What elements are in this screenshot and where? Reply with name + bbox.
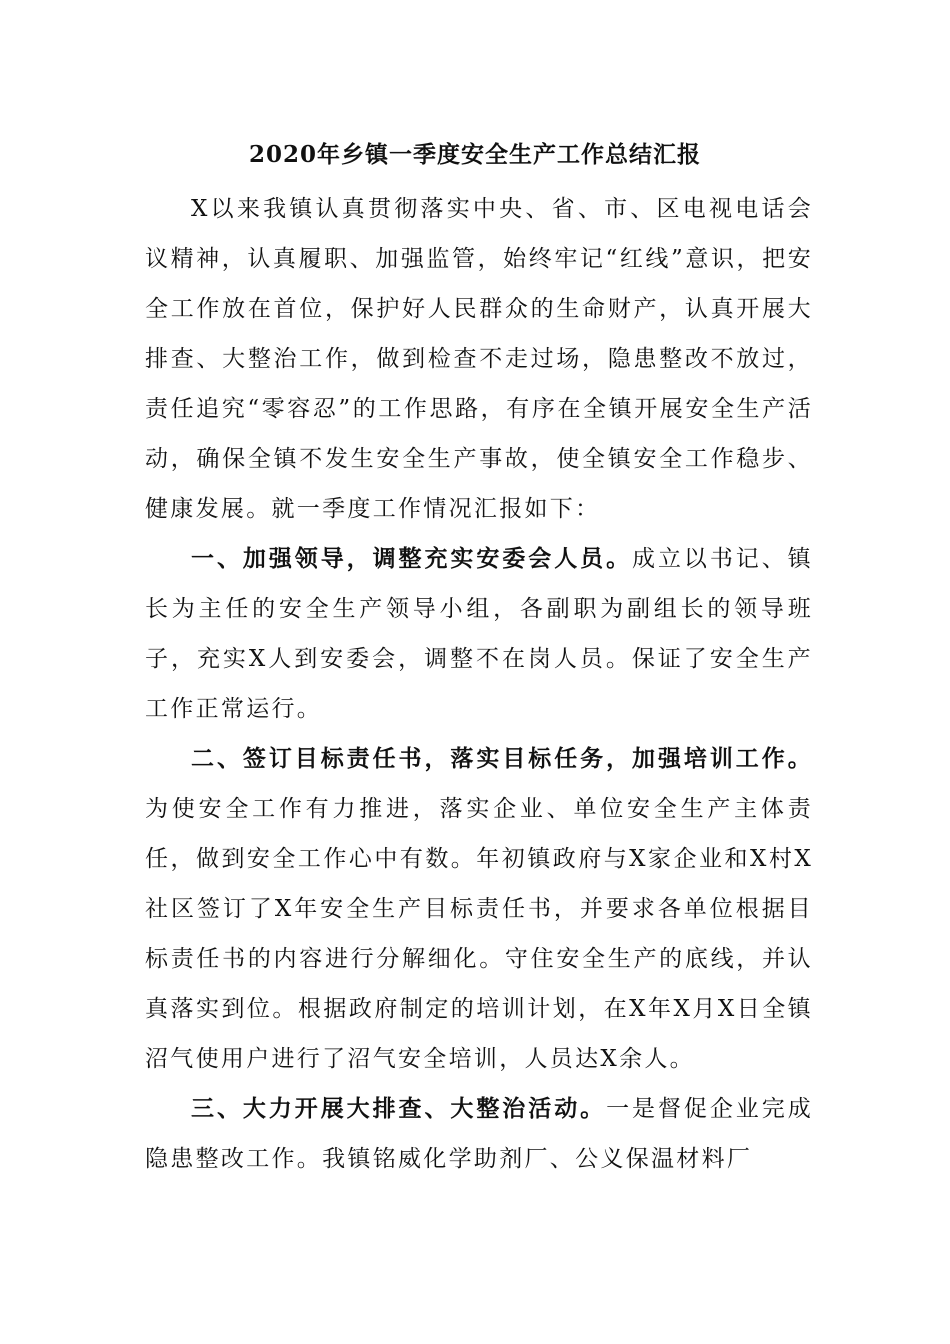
section-2-heading: 二、签订目标责任书，落实目标任务，加强培训工作。 xyxy=(191,745,813,772)
section-1-paragraph xyxy=(145,534,813,734)
document-body xyxy=(145,184,813,1184)
section-3-paragraph xyxy=(145,1084,813,1184)
section-2-text: 为使安全工作有力推进，落实企业、单位安全生产主体责任，做到安全工作心中有数。年初镇政府与X家企业和X村X社区签订了X年安全生产目标责任书，并要求各单位根据目标责任书的内容进行分解细化。守住安全生产的底线，并认真落实到位。根据政府制定的培训计划，在X年X月X日全镇沼气使用户进行了沼气安全培训，人员达X余人。 xyxy=(145,796,813,1072)
section-1-text: 成立以书记、镇长为主任的安全生产领导小组，各副职为副组长的领导班子，充实X人到安委会，调整不在岗人员。保证了安全生产工作正常运行。 xyxy=(145,546,813,722)
section-2-paragraph xyxy=(145,734,813,1084)
intro-paragraph: X以来我镇认真贯彻落实中央、省、市、区电视电话会议精神，认真履职、加强监管，始终牢记“红线”意识，把安全工作放在首位，保护好人民群众的生命财产，认真开展大排查、大整治工作，做到检查不走过场，隐患整改不放过，责任追究“零容忍”的工作思路，有序在全镇开展安全生产活动，确保全镇不发生安全生产事故，使全镇安全工作稳步、健康发展。就一季度工作情况汇报如下： xyxy=(145,196,813,522)
document-title: 2020年乡镇一季度安全生产工作总结汇报 xyxy=(248,141,701,168)
section-3-text: 一是督促企业完成隐患整改工作。我镇铭威化学助剂厂、公义保温材料厂 xyxy=(145,1096,813,1172)
section-1-heading: 一、加强领导，调整充实安委会人员。 xyxy=(191,545,633,572)
section-3-heading: 三、大力开展大排查、大整治活动。 xyxy=(191,1095,607,1122)
